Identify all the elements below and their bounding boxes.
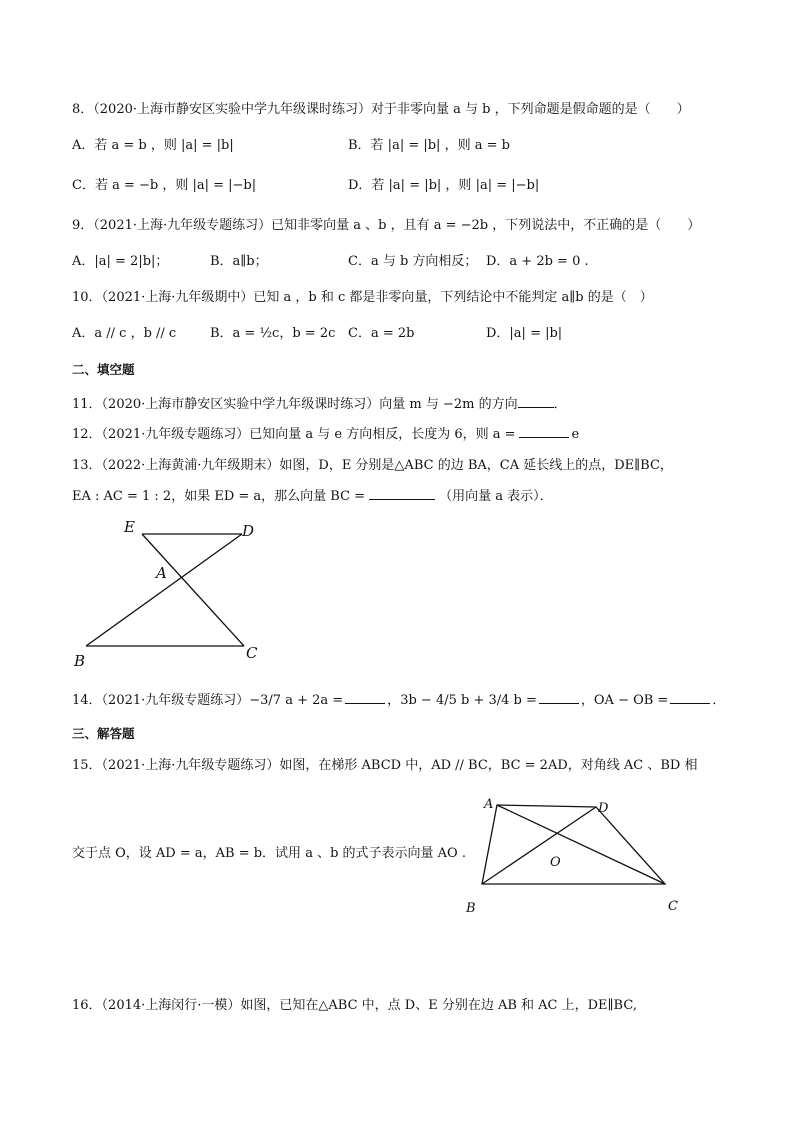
q8-option-c: C．若 a = −b ，则 |a| = |−b| [72,178,257,193]
q11-answer-blank[interactable] [518,394,554,408]
label-d: D [598,801,609,816]
q14-line [72,690,725,711]
q10-option-c: C．a = 2b [348,326,415,341]
q9-option-a: A．|a| = 2|b|； [72,254,169,269]
q14-answer-blank-3[interactable] [670,690,710,704]
q14-expr1: 3/7 a + 2a = [260,693,344,708]
q15-line2: 交于点 O，设 AD = a，AB = b．试用 a 、b 的式子表示向量 AO . [72,846,466,861]
q9-option-c: C．a 与 b 方向相反； [348,254,478,269]
label-a: A [156,564,167,582]
q10-option-b: B．a = ½c，b = 2c [210,326,336,341]
q10-stem: 10．（2021·上海·九年级期中）已知 a ，b 和 c 都是非零向量，下列结论中不能判定 a∥b 的是（ ） [72,290,653,305]
q8-option-d: D．若 |a| = |b| ，则 |a| = |−b| [348,178,540,193]
label-a: A [484,797,494,812]
q15-line1: 15．（2021·上海·九年级专题练习）如图，在梯形 ABCD 中，AD // BC，BC = 2AD，对角线 AC 、BD 相 [72,758,698,773]
q12-line [72,424,579,445]
label-c: C [668,899,678,914]
q10-option-d: D．|a| = |b| [486,326,563,341]
q10-option-a: A．a // c ，b // c [72,326,177,341]
trapezoid-abcd [482,805,665,884]
section-fill-in-heading: 二、填空题 [72,362,135,377]
q13-answer-blank[interactable] [369,486,435,500]
q12-answer-blank[interactable] [519,424,569,438]
segment-db [86,534,242,646]
q12-stem: 12．（2021·九年级专题练习）已知向量 a 与 e 方向相反，长度为 6，则 a = [72,427,516,442]
q9-option-d: D．a + 2b = 0 . [486,254,589,269]
label-b: B [74,652,86,670]
q14-separator-1: ， [387,693,401,708]
q14-expr3: OA − OB = [593,693,669,708]
triangle-figure-13 [70,512,270,672]
q9-option-b: B．a∥b； [210,254,268,269]
q11-stem: 11．（2020·上海市静安区实验中学九年级课时练习）向量 m 与 −2m 的方向 [72,397,518,412]
q8-stem: 8．（2020·上海市静安区实验中学九年级课时练习）对于非零向量 a 与 b ，下列命题是假命题的是（ ） [72,102,690,117]
q14-expr2: 3b − 4/5 b + 3/4 b = [400,693,537,708]
q13-line1: 13．（2022·上海黄浦·九年级期末）如图，D，E 分别是△ABC 的边 BA，CA 延长线上的点，DE∥BC， [72,458,673,473]
label-c: C [246,644,258,662]
q11-line [72,394,567,415]
q12-tail: e [571,427,580,442]
diagonal-bd [482,807,596,884]
q8-option-a: A．若 a = b ，则 |a| = |b| [72,138,234,153]
q14-answer-blank-1[interactable] [345,690,385,704]
segment-ec [142,534,244,646]
label-o: O [550,855,561,870]
label-e: E [124,518,135,536]
label-d: D [242,522,255,540]
q11-tail: ． [553,397,567,412]
section-answer-heading: 三、解答题 [72,726,135,741]
q13-line2 [72,486,553,507]
q13-line2-b: （用向量 a 表示）． [439,489,553,504]
q14-stem: 14．（2021·九年级专题练习）− [72,693,261,708]
q14-end: ． [712,693,726,708]
trapezoid-figure-15 [460,790,690,920]
q9-stem: 9．（2021·上海·九年级专题练习）已知非零向量 a 、b ，且有 a = −2b ，下列说法中，不正确的是（ ） [72,218,701,233]
q14-answer-blank-2[interactable] [539,690,579,704]
q8-option-b: B．若 |a| = |b| ，则 a = b [348,138,510,153]
q13-line2-a: EA : AC = 1 : 2，如果 ED = a，那么向量 BC = [72,489,366,504]
q14-separator-2: ， [580,693,594,708]
q16-line1: 16．（2014·上海闵行·一模）如图，已知在△ABC 中，点 D、E 分别在边 AB 和 AC 上，DE∥BC, [72,998,637,1013]
label-b: B [466,901,476,916]
